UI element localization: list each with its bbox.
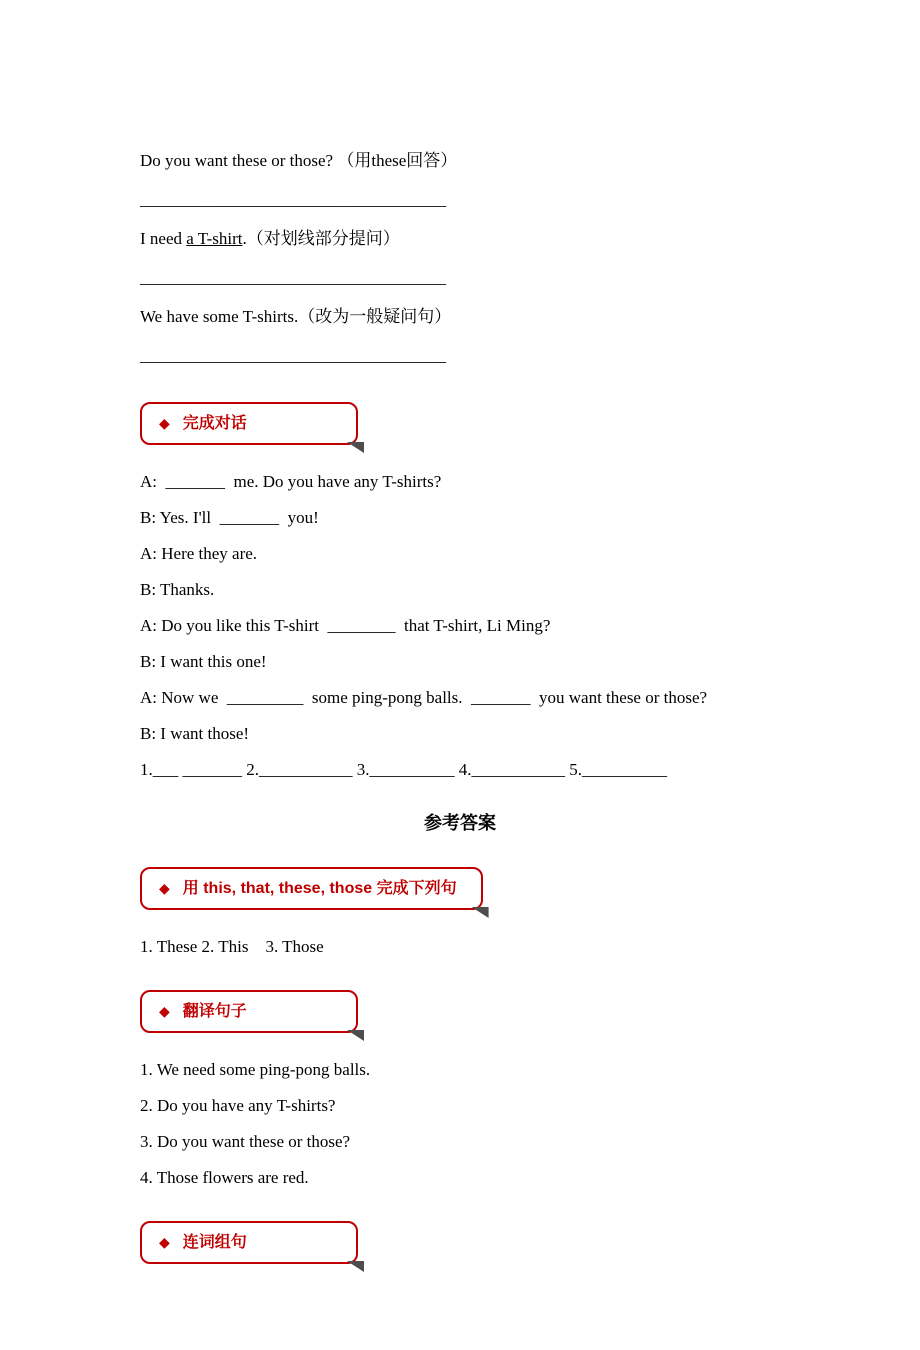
diamond-icon: ◆ bbox=[159, 1004, 170, 1020]
word-order-answers-section bbox=[140, 1203, 780, 1290]
dialogue-line: B: Thanks. bbox=[140, 580, 215, 599]
rewrite-question-1: Do you want these or those? （用these回答） bbox=[140, 151, 458, 170]
this-that-section-header bbox=[140, 867, 483, 910]
dialogue-line: A: _______ me. Do you have any T-shirts? bbox=[140, 472, 442, 491]
dialogue-line: B: Yes. I'll _______ you! bbox=[140, 508, 319, 527]
word-order-section-header bbox=[140, 1221, 358, 1264]
diamond-icon: ◆ bbox=[159, 881, 170, 897]
dialogue-line: A: Now we _________ some ping-pong balls. _______ you want these or those? bbox=[140, 688, 708, 707]
rewrite-question-2 bbox=[140, 228, 780, 250]
translation-section-title: 翻译句子 bbox=[182, 1003, 247, 1020]
this-that-section-title: 用 this, that, these, those 完成下列句 bbox=[182, 880, 457, 897]
callout-tail-icon bbox=[472, 907, 489, 918]
translation-answer: 2. Do you have any T-shirts? bbox=[140, 1096, 336, 1115]
rewrite-blank-1: ____________________________________ bbox=[140, 190, 446, 209]
reference-answers-heading: 参考答案 bbox=[424, 813, 496, 833]
dialogue-answer-blanks: 1.___ _______ 2.___________ 3.__________ 4.___________ 5.__________ bbox=[140, 760, 667, 779]
diamond-icon: ◆ bbox=[159, 416, 170, 432]
translation-answer: 3. Do you want these or those? bbox=[140, 1132, 351, 1151]
translation-section-header bbox=[140, 990, 358, 1033]
callout-tail-icon bbox=[347, 1030, 364, 1041]
rewrite-blank-3: ____________________________________ bbox=[140, 346, 446, 365]
dialogue-line: A: Do you like this T-shirt ________ that T-shirt, Li Ming? bbox=[140, 616, 551, 635]
translation-answer: 1. We need some ping-pong balls. bbox=[140, 1060, 371, 1079]
this-that-answers-section bbox=[140, 849, 780, 958]
diamond-icon: ◆ bbox=[159, 1235, 170, 1251]
callout-tail-icon bbox=[347, 442, 364, 453]
dialogue-line: B: I want those! bbox=[140, 724, 250, 743]
rewrite-blank-2: ____________________________________ bbox=[140, 268, 446, 287]
this-that-answers: 1. These 2. This 3. Those bbox=[140, 937, 324, 956]
rewrite-question-3: We have some T-shirts.（改为一般疑问句） bbox=[140, 307, 452, 326]
rewrite-question-2-suffix: .（对划线部分提问） bbox=[242, 229, 400, 248]
rewrite-question-2-underlined-phrase: a T-shirt bbox=[186, 229, 243, 248]
complete-dialogue-title: 完成对话 bbox=[182, 415, 247, 432]
dialogue-line: B: I want this one! bbox=[140, 652, 267, 671]
complete-dialogue-header bbox=[140, 402, 358, 445]
word-order-section-title: 连词组句 bbox=[182, 1234, 247, 1251]
callout-tail-icon bbox=[347, 1261, 364, 1272]
complete-dialogue-section bbox=[140, 384, 780, 781]
dialogue-line: A: Here they are. bbox=[140, 544, 258, 563]
rewrite-question-2-prefix: I need bbox=[140, 229, 187, 248]
translation-answers-section bbox=[140, 972, 780, 1189]
translation-answer: 4. Those flowers are red. bbox=[140, 1168, 309, 1187]
sentence-rewrite-section bbox=[140, 150, 780, 367]
